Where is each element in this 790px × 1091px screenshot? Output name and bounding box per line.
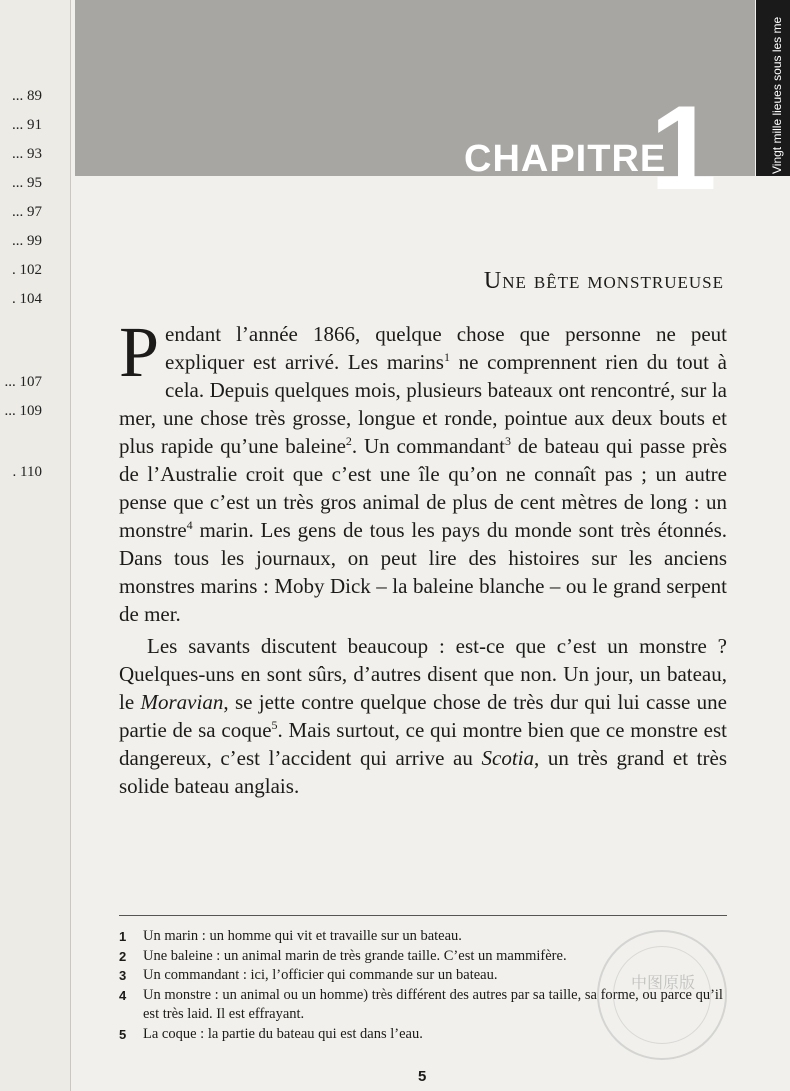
footnote-text: Une baleine : un animal marin de très grande taille. C’est un mammifère. bbox=[143, 947, 567, 964]
watermark-stamp bbox=[597, 930, 727, 1060]
footnote-text: Un marin : un homme qui vit et travaille sur un bateau. bbox=[143, 928, 462, 944]
stamp-ring bbox=[613, 946, 711, 1044]
toc-page-number: ... 95 bbox=[12, 175, 42, 191]
toc-page-number: ... 99 bbox=[12, 233, 42, 249]
footnote-text: Un monstre : un animal ou un homme) très différent des autres par sa taille, sa forme, ou parce qu’il est très laid. Il est effrayant. bbox=[143, 986, 723, 1022]
text-run: marin. Les gens de tous les pays du monde sont très étonnés. Dans tous les journaux, on peut lire des histoires sur les anciens monstres marins : Moby Dick – la baleine blanche – ou le grand serpent de mer. bbox=[119, 518, 727, 626]
text-run: Les savants discutent beaucoup : est-ce que c’est un monstre ? Quelques-uns en sont sûrs, d’autres disent que non. Un jour, un bateau, le bbox=[119, 634, 727, 714]
footnote-ref: 3 bbox=[504, 434, 511, 448]
footnote-divider bbox=[119, 915, 727, 916]
footnote-number: 5 bbox=[119, 1026, 127, 1042]
toc-page-number: ... 107 bbox=[4, 374, 42, 390]
footnote-ref: 1 bbox=[443, 350, 450, 364]
ship-name: Scotia bbox=[481, 746, 534, 770]
footnote-ref: 5 bbox=[271, 718, 278, 732]
body-text bbox=[119, 312, 728, 800]
stamp-text: 中图原版 bbox=[630, 973, 695, 992]
toc-page-number: ... 91 bbox=[12, 117, 42, 133]
page-number: 5 bbox=[418, 1068, 427, 1085]
text-run: , se jette contre quelque chose de très dur qui lui casse une partie de sa coque bbox=[119, 690, 727, 742]
chapter-number: 1 bbox=[650, 81, 717, 215]
ship-name: Moravian bbox=[140, 690, 224, 714]
running-title: Vingt mille lieues sous les me bbox=[770, 16, 784, 174]
footnote-number: 1 bbox=[119, 929, 127, 944]
footnote-ref: 2 bbox=[345, 434, 352, 448]
toc-page-number: ... 93 bbox=[12, 146, 42, 162]
toc-page-number: . 104 bbox=[12, 291, 42, 307]
footnote-number: 3 bbox=[119, 968, 127, 983]
text-run: endant l’année 1866, quelque chose que personne ne peut expliquer est arrivé. Les marins bbox=[165, 322, 727, 374]
chapter-title: Une bête monstrueuse bbox=[483, 268, 724, 294]
text-run: . Mais surtout, ce qui montre bien que ce monstre est dangereux, c’est l’accident qui arrive au bbox=[119, 718, 727, 770]
chapter-label: CHAPITRE bbox=[464, 138, 667, 180]
text-run: ne comprennent rien du tout à cela. Depuis quelques mois, plusieurs bateaux ont rencontré, sur la mer, une chose très grosse, longue et ronde, pointue aux deux bouts et plus rapide qu’une baleine bbox=[119, 350, 727, 458]
toc-page-number: ... 97 bbox=[12, 204, 42, 220]
paragraph-1 bbox=[119, 312, 728, 628]
footnote-text: Un commandant : ici, l’officier qui commande sur un bateau. bbox=[143, 967, 498, 983]
toc-page-number: ... 89 bbox=[12, 88, 42, 104]
footnote-number: 4 bbox=[119, 987, 127, 1003]
footnote-text: La coque : la partie du bateau qui est dans l’eau. bbox=[143, 1025, 423, 1042]
footnote-number: 2 bbox=[119, 948, 127, 964]
toc-page-number: . 110 bbox=[12, 464, 42, 480]
left-page-margin bbox=[0, 0, 71, 1091]
paragraph-2 bbox=[119, 632, 727, 800]
drop-cap: P bbox=[119, 312, 160, 392]
text-run: , un très grand et très solide bateau anglais. bbox=[119, 746, 727, 798]
footnote-ref: 4 bbox=[186, 518, 193, 532]
toc-page-number: . 102 bbox=[12, 262, 42, 278]
text-run: de bateau qui passe près de l’Australie croit que c’est une île qu’on ne connaît pas ; un autre pense que c’est un très gros animal de plus de cent mètres de long : un monstre bbox=[119, 434, 728, 542]
toc-page-number: ... 109 bbox=[4, 403, 42, 419]
text-run: . Un commandant bbox=[351, 434, 505, 458]
